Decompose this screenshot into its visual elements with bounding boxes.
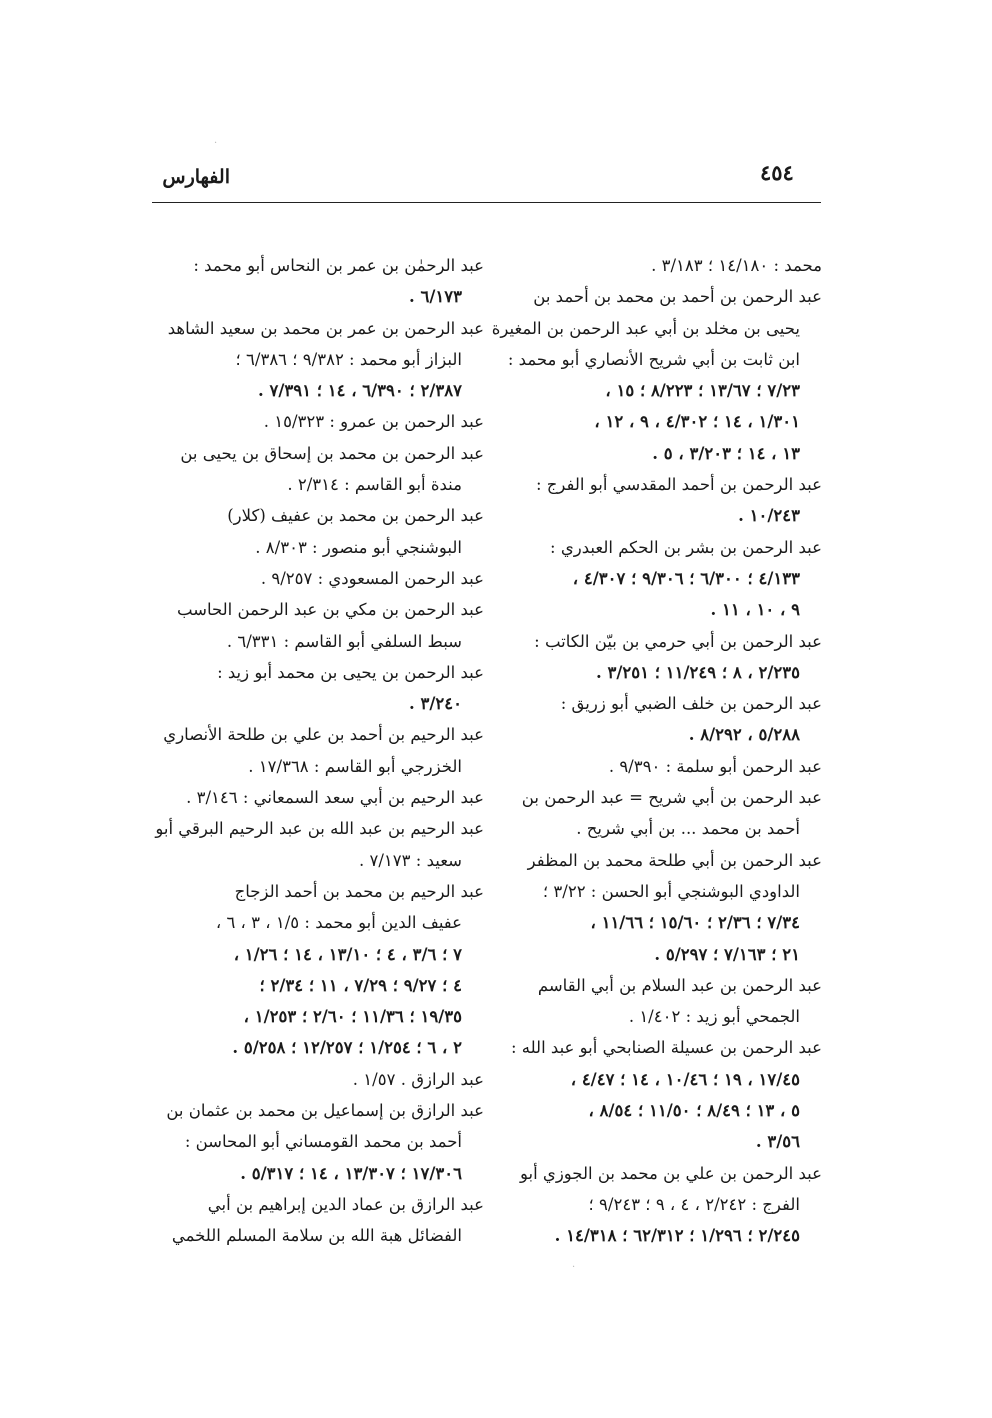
index-entry: [484, 1158, 822, 1252]
entry-heading-line: عبد الرازق بن إسماعيل بن محمد بن عثمان بن: [166, 1101, 484, 1121]
entry-continuation-line: ٣/٢٤٠ .: [409, 694, 462, 714]
entry-continuation-line: ٤ ؛ ٩/٢٧ ؛ ٧/٢٩ ، ١١ ؛ ٢/٣٤ ؛: [259, 975, 462, 995]
index-entry: [146, 1064, 484, 1095]
entry-heading-line: عبد الرحمن المسعودي : ٩/٢٥٧ .: [260, 568, 484, 588]
entry-continuation-line: الداودي البوشنجي أبو الحسن : ٣/٢٢ ؛: [542, 881, 800, 901]
entry-continuation-line: عفيف الدين أبو محمد : ١/٥ ، ٣ ، ٦ ،: [215, 913, 462, 933]
entry-continuation-line: مندة أبو القاسم : ٢/٣١٤ .: [287, 475, 462, 495]
entry-continuation-line: ٢/٢٤٥ ؛ ١/٢٩٦ ؛ ٦٢/٣١٢ ؛ ١٤/٣١٨ .: [554, 1226, 800, 1246]
entry-heading-line: عبد الرحمن بن بشر بن الحكم العبدري :: [550, 537, 822, 557]
index-column-left: [146, 250, 484, 1252]
index-entry: [146, 813, 484, 876]
index-entry: [484, 782, 822, 845]
entry-continuation-line: ١٧/٣٠٦ ؛ ١٣/٣٠٧ ، ١٤ ؛ ٥/٣١٧ .: [240, 1163, 462, 1183]
entry-continuation-line: ٥ ، ١٣ ؛ ٨/٤٩ ؛ ١١/٥٠ ؛ ٨/٥٤ ،: [588, 1101, 800, 1121]
entry-continuation-line: ٤/١٣٣ ؛ ٦/٣٠٠ ؛ ٩/٣٠٦ ؛ ٤/٣٠٧ ،: [572, 568, 800, 588]
entry-heading-line: عبد الرحمن بن عمر بن محمد بن سعيد الشاهد: [167, 318, 484, 338]
entry-heading-line: محمد : ١٤/١٨٠ ؛ ٣/١٨٣ .: [651, 256, 822, 275]
entry-continuation-line: ابن ثابت بن أبي شريح الأنصاري أبو محمد :: [507, 349, 800, 369]
index-entry: [484, 845, 822, 970]
entry-continuation-line: سبط السلفي أبو القاسم : ٦/٣٣١ .: [226, 631, 462, 651]
index-entry: [484, 532, 822, 626]
index-entry: [484, 688, 822, 751]
index-entry: [146, 657, 484, 720]
entry-heading-line: عبد الرحمن بن خلف الضبي أبو زريق :: [560, 694, 822, 714]
entry-heading-line: عبد الرحمن بن أبي حرمي بن بيّن الكاتب :: [534, 631, 822, 651]
entry-continuation-line: ١٠/٢٤٣ .: [738, 506, 800, 526]
entry-heading-line: عبد الرحمن بن عسيلة الصنابحي أبو عبد الله :: [510, 1038, 822, 1058]
entry-heading-line: عبد الرحمن بن أبي طلحة محمد بن المظفر: [527, 850, 822, 870]
entry-heading-line: عبد الرحمن بن أحمد المقدسي أبو الفرج :: [535, 475, 822, 495]
entry-heading-line: عبد الرازق بن عماد الدين إبراهيم بن أبي: [207, 1194, 484, 1214]
entry-continuation-line: ٢/٢٣٥ ، ٨ ؛ ١١/٢٤٩ ؛ ٣/٢٥١ .: [596, 662, 800, 682]
index-entry: [146, 500, 484, 563]
index-entry: [484, 1032, 822, 1157]
index-entry: [484, 626, 822, 689]
entry-continuation-line: الخزرجي أبو القاسم : ١٧/٣٦٨ .: [248, 756, 462, 776]
entry-continuation-line: الفضائل هبة الله بن سلامة المسلم اللخمي: [171, 1226, 462, 1246]
entry-continuation-line: ٧ ؛ ٣/٦ ، ٤ ؛ ١٣/١٠ ، ١٤ ؛ ١/٢٦ ،: [233, 944, 462, 964]
index-entry: [146, 719, 484, 782]
entry-heading-line: عبد الرحمن بن محمد بن إسحاق بن يحيى بن: [180, 443, 484, 463]
header-divider: [152, 202, 821, 203]
index-entry: [146, 438, 484, 501]
entry-continuation-line: يحيى بن مخلد بن أبي عبد الرحمن بن المغيرة: [491, 318, 800, 338]
entry-heading-line: عبد الرحمن بن مكي بن عبد الرحمن الحاسب: [176, 600, 484, 620]
entry-heading-line: عبد الرحمن بن عمرو : ١٥/٣٢٣ .: [263, 412, 484, 432]
index-entry: [146, 563, 484, 594]
entry-continuation-line: ٥/٢٨٨ ، ٨/٢٩٢ .: [688, 725, 800, 745]
entry-continuation-line: ٢١ ؛ ٧/١٦٣ ؛ ٥/٢٩٧ .: [654, 944, 800, 964]
index-entry: [146, 594, 484, 657]
index-entry: [484, 281, 822, 469]
index-entry: [146, 406, 484, 437]
entry-continuation-line: الفرج : ٢/٢٤٢ ، ٤ ، ٩ ؛ ٩/٢٤٣ ؛: [588, 1194, 800, 1214]
index-column-right: [484, 250, 822, 1252]
index-entry: [146, 250, 484, 313]
entry-continuation-line: ١٧/٤٥ ، ١٩ ؛ ١٠/٤٦ ، ١٤ ؛ ٤/٤٧ ،: [570, 1069, 800, 1089]
entry-continuation-line: ٢/٣٨٧ ؛ ٦/٣٩٠ ، ١٤ ؛ ٧/٣٩١ .: [258, 381, 462, 401]
entry-continuation-line: ٧/٢٣ ؛ ١٣/٦٧ ؛ ٨/٢٢٣ ؛ ١٥ ،: [605, 381, 800, 401]
scan-speck: ·: [214, 138, 218, 149]
index-entry: [484, 970, 822, 1033]
index-entry: [484, 751, 822, 782]
entry-continuation-line: البزاز أبو محمد : ٩/٣٨٢ ؛ ٦/٣٨٦ ؛: [235, 349, 462, 369]
scan-speck: ·: [572, 1262, 576, 1273]
entry-heading-line: عبد الرحمن أبو سلمة : ٩/٣٩٠ .: [608, 756, 822, 776]
index-entry: [484, 250, 822, 281]
page-number: ٤٥٤: [760, 160, 794, 185]
entry-continuation-line: أحمد بن محمد القومساني أبو المحاسن :: [184, 1132, 462, 1152]
entry-continuation-line: ٦/١٧٣ .: [409, 287, 462, 307]
entry-heading-line: عبد الرحيم بن أحمد بن علي بن طلحة الأنصاري: [163, 725, 484, 745]
index-entry: [146, 1189, 484, 1252]
entry-continuation-line: ١٩/٣٥ ؛ ١١/٣٦ ؛ ٢/٦٠ ؛ ١/٢٥٣ ،: [243, 1007, 462, 1027]
entry-heading-line: عبد الرحمن بن علي بن محمد بن الجوزي أبو: [519, 1163, 822, 1183]
entry-continuation-line: ١٣ ، ١٤ ؛ ٣/٢٠٣ ، ٥ .: [652, 443, 800, 463]
entry-heading-line: عبد الرحمن بن محمد بن عفيف (كلار): [227, 506, 484, 526]
index-entry: [146, 313, 484, 407]
index-entry: [146, 1095, 484, 1189]
entry-heading-line: عبد الرحمن بن يحيى بن محمد أبو زيد :: [217, 662, 484, 682]
entry-heading-line: عبد الرحمن بن أحمد بن محمد بن أحمد بن: [533, 287, 822, 307]
entry-heading-line: عبد الرحمن بن أبي شريح = عبد الرحمن بن: [521, 788, 822, 808]
entry-continuation-line: أحمد بن محمد ... بن أبي شريح .: [576, 819, 800, 839]
index-entry: [146, 782, 484, 813]
index-entry: [484, 469, 822, 532]
entry-heading-line: عبد الرازق . ١/٥٧ .: [352, 1069, 484, 1089]
entry-continuation-line: ٧/٣٤ ؛ ٢/٣٦ ؛ ١٥/٦٠ ؛ ١١/٦٦ ،: [590, 913, 800, 933]
entry-continuation-line: ٢ ، ٦ ؛ ١/٢٥٤ ؛ ١٢/٢٥٧ ؛ ٥/٢٥٨ .: [232, 1038, 462, 1058]
entry-continuation-line: ٣/٥٦ .: [755, 1132, 800, 1152]
entry-heading-line: عبد الرحيم بن عبد الله بن عبد الرحيم البرقي أبو: [155, 819, 484, 839]
entry-heading-line: عبد الرحمٰن بن عمر بن النحاس أبو محمد :: [193, 256, 484, 275]
entry-continuation-line: سعيد : ٧/١٧٣ .: [359, 850, 462, 870]
entry-continuation-line: ٩ ، ١٠ ، ١١ .: [710, 600, 800, 620]
entry-continuation-line: ١/٣٠١ ، ١٤ ؛ ٤/٣٠٢ ، ٩ ، ١٢ ،: [594, 412, 800, 432]
entry-continuation-line: الجمحي أبو زيد : ١/٤٠٢ .: [628, 1007, 800, 1027]
entry-heading-line: عبد الرحمن بن عبد السلام بن أبي القاسم: [537, 975, 822, 995]
entry-heading-line: عبد الرحيم بن محمد بن أحمد الزجاج: [234, 881, 484, 901]
entry-continuation-line: البوشنجي أبو منصور : ٨/٣٠٣ .: [255, 537, 462, 557]
entry-heading-line: عبد الرحيم بن أبي سعد السمعاني : ٣/١٤٦ .: [186, 788, 484, 808]
section-title: الفهارس: [162, 166, 230, 188]
index-entry: [146, 876, 484, 1064]
